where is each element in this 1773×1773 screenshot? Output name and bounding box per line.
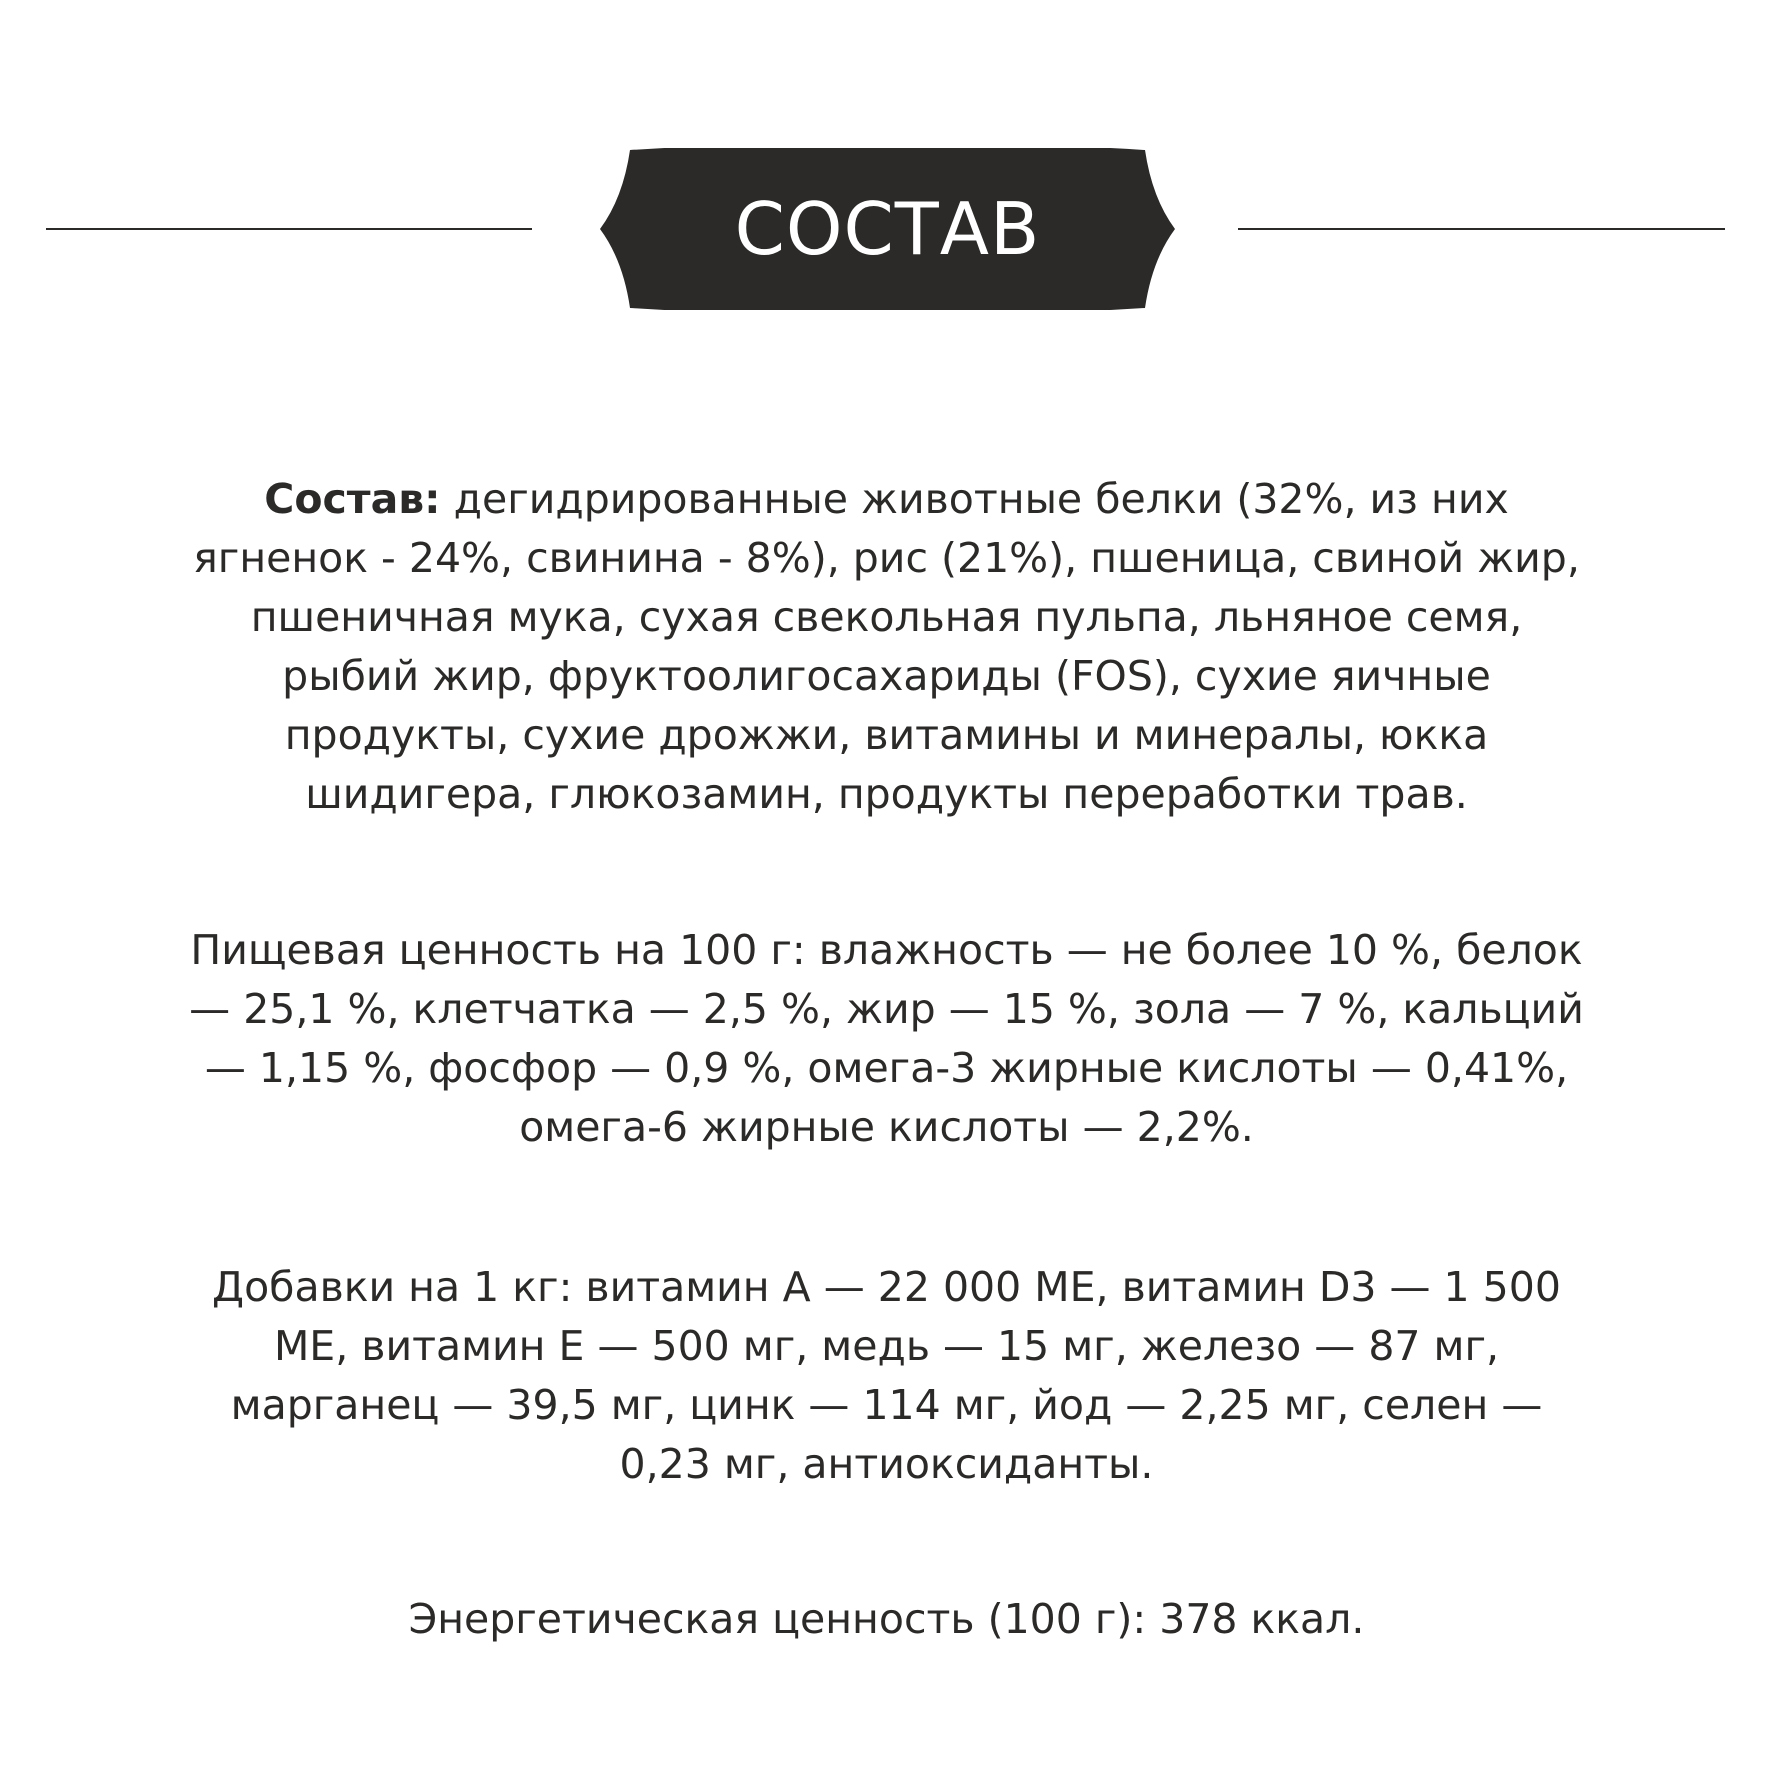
nutrition-section [110, 921, 1663, 1157]
additives-line-1: Добавки на 1 кг: витамин А — 22 000 МЕ, витамин D3 — 1 500 [212, 1263, 1561, 1311]
divider-right [1238, 228, 1725, 230]
nutrition-line-2: — 25,1 %, клетчатка — 2,5 %, жир — 15 %, зола — 7 %, кальций [189, 985, 1584, 1033]
energy-line: Энергетическая ценность (100 г): 378 ккал. [408, 1595, 1365, 1643]
composition-line-4: рыбий жир, фруктоолигосахариды (FOS), сухие яичные [282, 652, 1491, 700]
nutrition-line-1: Пищевая ценность на 100 г: влажность — не более 10 %, белок [190, 926, 1583, 974]
nutrition-line-4: омега-6 жирные кислоты — 2,2%. [519, 1103, 1254, 1151]
additives-section [110, 1258, 1663, 1494]
energy-section [110, 1590, 1663, 1649]
nutrition-line-3: — 1,15 %, фосфор — 0,9 %, омега-3 жирные кислоты — 0,41%, [204, 1044, 1569, 1092]
composition-section [110, 470, 1663, 824]
composition-line-5: продукты, сухие дрожжи, витамины и минералы, юкка [284, 711, 1489, 759]
composition-text: дегидрированные животные белки (32%, из них [440, 475, 1509, 523]
additives-line-4: 0,23 мг, антиоксиданты. [619, 1440, 1154, 1488]
page-title: СОСТАВ [734, 187, 1041, 271]
composition-line-2: ягненок - 24%, свинина - 8%), рис (21%), пшеница, свиной жир, [193, 534, 1580, 582]
additives-line-3: марганец — 39,5 мг, цинк — 114 мг, йод — 2,25 мг, селен — [230, 1381, 1543, 1429]
title-banner [600, 148, 1175, 310]
composition-line-1 [110, 470, 1663, 529]
composition-line-3: пшеничная мука, сухая свекольная пульпа, льняное семя, [250, 593, 1523, 641]
composition-label: Состав: [264, 475, 441, 523]
composition-line-6: шидигера, глюкозамин, продукты переработки трав. [305, 770, 1468, 818]
additives-line-2: МЕ, витамин Е — 500 мг, медь — 15 мг, железо — 87 мг, [273, 1322, 1500, 1370]
divider-left [46, 228, 532, 230]
